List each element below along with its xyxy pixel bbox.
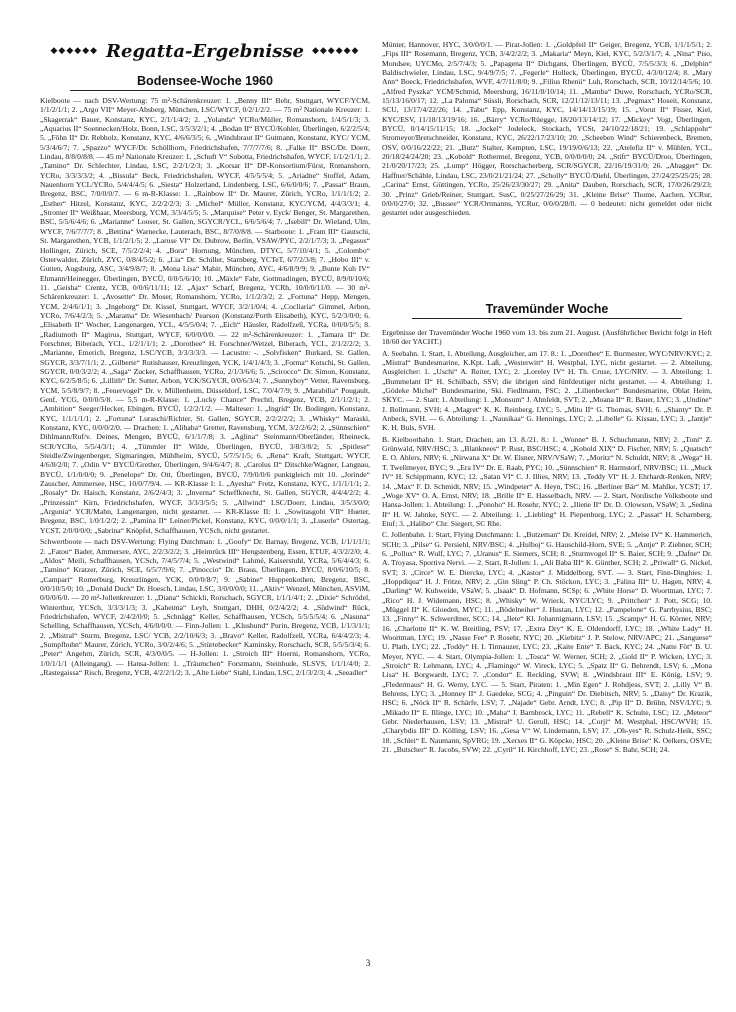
seebahn-results: A. Seebahn. 1. Start, 1. Abteilung, Ausgleicher, am 17. 8.: 1. „Dorothee“ E. Burmester, WYC/NRV/KYC; 2. „Mistral“ Bundesmarine, K.Kpt. Laß, „Westerwitt“ H. Westphal, LYC, nicht gestartet. — 2. Abteilung, Ausgleicher: 1. „Uschi“ A. Reiter, LYC; 2. „Loreley IV“ H. Th. Cruse, LYC/NRV. — 3. Abteilung: 1. „Bummelant II“ H. Schilbach, SSV; die übrigen sind fünfdeutiger nicht gestartet. — 4. Abteilung: 1. „Gödeke Michel“ Bundesmarine, Ski. Fiedlmann, FSC; 2. „Lilienbecker“ Bundesmarine, Oblat Heim, SKYC. — 2. Start: 1. Abteilung: 1. „Monsum“ J. Ahnfeldt, SVT; 2. „Moana II“ R. Bauer, LYC; 3. „Undine“ J. Bollmann, SVH; 4. „Magret“ K. K. Reinberg, LYC; 5. „Mitu II“ G. Thomas, SVH; 6. „Shanty“ Dr. P. Anbeck, SVH. — 6. Abteilung: 1. „Nausikaa“ G. Hennings, LYC; 2. „Libelle“ G. Kissau, LYC; 3. „Jantje“ K. H. Buls, SVH.	[382, 348, 712, 433]
bodensee-heading-block	[40, 74, 370, 97]
heading-rule	[412, 318, 682, 319]
masthead-title: Regatta-Ergebnisse	[106, 40, 304, 62]
heading-rule	[70, 90, 340, 91]
left-column	[40, 96, 370, 677]
kielboote-results: Kielboote — nach DSV-Wertung: 75 m²-Schärenkreuzer: 1. „Benny III“ Behr, Stuttgart, WYCF/YCM, 1/1/2/1/1; 2. „Argo VII“ Meyer-Absberg, München, LSC/WYCF, 0/2/1/2/2. — 75 m² Nationale Kreuzer: 1. „Skagerrak“ Bauer, Konstanz, KYC, 2/1/1/4/2; 2. „Yolanda“ YCRo/Müller, Romanshorn, 1/4/5/1/3; 3. „Aquarius II“ Soennecken/Holz, Bonn, LSC, 3/5/3/2/1; 4. „Bodan II“ BYCÜ/Kohler, Überlingen, 6/2/2/5/4; 5. „Föhn II“ Dr. Rebholz, Konstanz, KYC, 4/6/6/3/5; 6. „Windsbraut II“ Gutmann, Konstanz, KYC/ YCM, 5/3/4/6/7; 7. „Spazzo“ WYCF/Dr. Schöllhorn, Friedrichshafen, 7/7/7/7/6; 8. „Falke II“ BSC/Dr. Doerr, Lindau, 8/8/0/8/8. — 45 m² Nationale Kreuzer: 1. „Schuft V“ Sobotta, Friedrichshafen, WYCF, 1/1/2/1/1; 2. „Tamino“ Dr. Schlechter, Lindau, LSC, 2/2/1/2/3; 3. „Korsar II“ DP-Konsortium/Fürst, Romanshorn, YCRo, 3/3/3/3/2; 4. „Bissula“ Beck, Friedrichshafen, WYCF, 4/5/5/5/4; 5. „Ariadne“ Stoffel, Adam, Nauenhorn YCL/YCRo, 5/4/4/4/5; 6. „Siesta“ Holzerland, Lindenberg, LSC, 6/6/0/0/6; 7. „Passat“ Braun, Bregenz, BSC, 7/0/0/0/7. — 6 m-R-Klasse: 1. „Rainbow II“ Dr. Maurer, Zürich, YCRo, 1/1/1/1/2; 2. „Esther“ Hitzel, Konstanz, KYC, 2/2/2/2/3; 3. „Michel“ Müller, Konstanz, KYC/YCM, 4/4/3/3/1; 4. „Stromer II“ Weißhaar, Meersburg, YCM, 3/3/4/5/5; 5. „Marquise“ Peter v. Eyck/ Benger, St. Margarethen, BSC, 5/5/6/4/6; 6. „Marianne“ Looser, St. Gallen, SGYCR/YCL, 6/6/5/6/4; 7. „Isebill“ Dr. Wieland, Ulm, WYCF, 7/6/7/7/7; 8. „Bettina“ Warnecke, Lauterach, BSC, 8/7/0/8/8. — Starboote: 1. „Fram III“ Gautschi, St. Margarethen, YCB, 1/1/2/1/5; 2. „Laruse VI“ Dr. Dubrow, Berlin, VSAW/PYC, 2/2/1/7/3; 3. „Pegasus“ Hollinger, Zürich, SCE, 7/5/2/2/4; 4. „Bora“ Hornung, München, DTYC, 5/7/10/4/1; 5. „Colombo“ Osterwalder, Zürich, ZYC, 0/8/4/5/2; 6. „Lia“ Dr. Schiller, Starnberg, YCTeT, 6/7/2/3/8; 7. „Hobo III“ v. Gutten, Augsburg, ASC, 3/4/9/8/7; 8. „Mona Lisa“ Mahir, München, AYC, 4/6/8/9/9; 9. „Bunte Kuh IV“ Ehmann/Heinegger, Überlingen, BYCÜ, 0/0/5/6/10; 10. „Mäxle“ Fahr, Gottmadingen, BYCÜ, 8/9/0/10/6; 11. „Geisha“ Crentz, YCB, 0/0/6/11/11; 12. „Ajax“ Scharf, Bregenz, YCRh, 10/0/0/11/0. — 30 m²-Schärenkreuzer: 1. „Avosette“ Dr. Moser, Romanshorn, YCRo, 1/1/2/3/2; 2. „Fortuna“ Hepp, Mengen, YCM, 2/4/6/1/1; 3. „Ingeborg“ Dr. Kissel, Stuttgart, WYCF, 3/2/1/0/4; 4. „Cocliaria“ Gimmel, Arbon, YCRo, 7/6/4/2/3; 5. „Marama“ Dr. Wiesenbach/ Pearson (Konstanz/Porth Elisabeth), KYC, 5/2/3/0/0; 6. „Elisabeth II“ Wocher, Langenargen, YCL, 4/5/5/0/4; 7. „Eich“ Häusler, Radolfzell, YCRa, 0/0/0/5/5; 8. „Radiumoth II“ Magirus, Stuttgart, WYCF, 6/0/0/0/0. — 22 m²-Schärenkreuzer: 1. „Tamara II“ Dr. Forschner, Biberach, YCL, 1/2/1/1/1; 2. „Dorothee“ H. Forschner/Wetzel, Biberach, YCL, 2/1/2/2/2; 3. „Marianne, Emerich, Bregenz, LSC/YCB, 3/3/3/3/3. — Lacustre: -. „Solvfisken“ Burkard, St. Gallen, SGYCR, 3/3/7/1/1; 2. „Gilberte“ Rutishauser, Kreuzlingen, YCK, 1/4/1/4/3; 3. „Forma“ Kotschi, St. Gallen, SGYCR, 0/0/3/2/2; 4. „Saga“ Zucker, Schaffhausen, YCRo, 2/1/3/6/6; 5. „Scirocco“ Dr. Simon, Konstanz, KYC, 6/2/5/8/5; 6. „Lillith“ Dr. Sutter, Arbon, YCK/SGYCR, 0/0/6/3/4; 7. „Sunnyboy“ Vetter, Ravensburg, YCM, 5/5/8/9/7; 8. „Feuervogel“ Dr. v. Müllenheim, Düsseldorf, LSC, 7/0/4/7/9; 9. „Marabilia“ Pougault, Genf, YCG, 0/0/0/5/8. — 5,5 m-R-Klasse: 1. „Lucky Chance“ Prechtl, Bregenz, YCB, 2/1/1/2/1; 2. „Ambition“ Seeger/Hecker, Ebingen, BYCÜ, 1/2/2/1/2. — Malteser: 1. „Ingrid“ Dr. Bodingen, Konstanz, KYC, 1/1/1/1/1; 2. „Fortuna“ Luraschi/Richter, St. Gallen, SGYCR, 2/2/2/2/2; 3. „Whisky“ Maraski, Konstanz, KYC, 0/0/0/2/0. — Drachen: 1. „Alibaba“ Gretter, Ravensburg, YCM, 3/2/2/6/2; 2. „Sünnschien“ Dihlmann/Ruf/v. Deines, Mengen, BYCÜ, 6/1/1/7/8; 3. „Aglina“ Steinmann/Oberländer, Rheineck, SCR/YCRo, 5/5/4/3/1; 4. „Tümmler II“ Wilde, Überlingen, BYCÜ, 3/8/3/8/2; 5. „Spitlese“ Steidle/Zwingenberger, Sigmaringen, Mühlheim, SYCÜ, 5/7/5/1/5; 6. „Rena“ Kraft, Stuttgart, WYCF, 4/6/8/2/0; 7. „Odin V“ BYCÜ/Grether, Überlingen, 9/4/6/4/7; 8. „Carolus II“ Ditschke/Wagner, Langnau, BYCÜ, 1/1/0/0/0; 9. „Penelope“ Dr. Ott, Überlingen, BYCÜ, 7/9/0/0/6 punktgleich mit 10. „Jorinde“ Zauscher, Ammersee, HSC, 10/0/7/9/4. — KR-Klasse I: 1. „Ayesha“ Fretz, Konstanz, KYC, 1/1/1/1/1; 2. „Rosaly“ Dr. Haisch, Konstanz, 2/6/2/4/3; 3. „Inverna“ Scheffknecht, St. Gallen, SGYCR, 4/4/4/2/2; 4. „Prinzessin“ Kirn, Friedrichshafen, WYCF, 3/3/3/5/5; 5. „Allwind“ LSC/Doerr, Lindau, 3/5/3/0/0; „Argunia“ YCR/Mahn, Langenargen, nicht gestartet. — KR-Klasse II: 1. „Sowitasgoht VII“ Hueter, Bregenz, BSC, 1/0/1/2/2; 2. „Pamina II“ Leiner/Pickel, Konstanz, KYC, 0/0/0/1/1; 3. „Luserle“ Ostertag, YCST, 2/0/0/0/0; „Sabrina“ Knöpfel, Schaffhausen, YCSch, nicht gestartet.	[40, 96, 370, 535]
travemuende-heading: Travemünder Woche	[485, 302, 609, 316]
page-number: 3	[365, 958, 371, 968]
bodensee-heading: Bodensee-Woche 1960	[137, 74, 273, 88]
pirat-jollen-results: Münter, Hannover, HYC, 3/0/0/0/1. — Pirat-Jollen: 1. „Goldpfeil II“ Geiger, Bregenz, YCB, 1/1/1/5/1; 2. „Fips III“ Rosemann, Bregenz, YCB, 3/4/2/2/2; 3. „Makaria“ Meyn, Kiel, KYC, 5/2/3/1/7; 4. „Nina“ Piso, Mondsee, UYCMo, 2/5/7/4/3; 5. „Papagena II“ Dichgans, Überlingen, BYCÜ, 7/5/5/3/3; 6. „Delphin“ Baldischwieler, Lindau, LSC, 9/4/9/7/5; 7. „Fegerle“ Holleck, Überlingen, BYCÜ, 4/3/0/12/4; 8. „Mary Ann“ Boeck, Friedrichshafen, WVF, 4/7/11/8/0; 9. „Filius Rhenii“ Luh, Rorschach, SCR, 10/12/14/5/6; 10. „Alfred Pyszka“ YCM/Schmid, Meersburg, 16/11/8/10/14; 11. „Mamba“ Duwe, Rorschach, YCRo/SCR, 15/13/16/0/17; 12. „La Paloma“ Süssli, Rorschach, SCR, 12/21/12/13/11; 13. „Pegmax“ Hoseit, Konstanz, SCU, 13/17/4/22/26; 14. „Tabu“ Epp, Konstanz, KYC, 14/14/13/15/19; 15. „Vorut II“ Fisser, Kiel, KYC/ESV, 11/18/13/19/16; 16. „Bärry“ YCRo/Rüegge, 18/20/13/14/12; 17. „Mickey“ Vogt, Überlingen, BYCÜ, 0/14/15/11/15; 18. „Jockel“ Jodeleck, Stockach, YCSt, 24/10/22/18/21; 19. „Schlappohr“ Stromeyer/Bretschneider, Konstanz, KYC, 26/22/17/23/10; 20. „Scheeben Wind“ Schierenbeck, Bremen, OSV, 0/0/16/22/22; 21. „Butz“ Stalter, Kempten, LSC, 19/19/0/6/13; 22. „Atelefiz II“ v. Mühlen, YCL, 20/18/24/24/20; 23. „Kobold“ Rothermel, Bregenz, YCB, 0/0/0/0/0; 24. „Stift“ BYCÜ/Droo, Überlingen, 21/0/20/17/23; 25. „Lump“ Högger, Rorschacherberg, SCR/SGYCR, 22/16/19/31/0; 26. „Abagger“ Dr. Haffner/Schäble, Lindau, LSC, 23/0/21/21/24; 27. „Scholly“ BYCÜ/Diehl, Überlingen, 27/24/25/25/25; 28. „Carina“ Ernst, Güttingen, YCRo, 25/26/23/30/27; 29. „Anita“ Dauben, Rorschach, SCR, 17/0/26/29/23; 30. „Prinz“ Grieb/Reiner, Stuttgart, SusC, 0/25/27/26/29; 31. „Kleine Brise“ Thome, Aachen, YCRur, 0/0/0/27/0; 32. „Bussee“ YCR/Ortmanns, YCRur, 0/0/0/28/0. — 0 bedeutet: nicht gemeldet oder nicht gestartet oder ausgeschieden.	[382, 40, 712, 218]
ornament-diamonds-left: ◆◆◆◆◆◆	[50, 46, 99, 56]
schwertboote-results: Schwertboote — nach DSV-Wertung: Flying Dutchman: 1. „Goofy“ Dr. Barnay, Bregenz, YCB, 1/1/1/1/1; 2. „Fatou“ Bader, Ammersee, AYC, 2/2/3/2/2; 3. „Heimrück III“ Hengstenberg, Essen, ETUF, 4/3/2/2/0; 4. „Aldos“ Meili, Schaffhausen, YCSch, 7/4/5/7/4; 5. „Westwind“ Lahmé, Kaiserstuhl, YCRa, 5/6/4/4/3; 6. „Tamino“ Kratzer, Zürich, SCE, 6/5/7/9/6; 7. „Pinoccio“ Dr. Braus, Überlingen, BYCÜ, 8/0/6/10/5; 8. „Campari“ Romerburg, Kreuzlingen, YCK, 0/0/0/8/7; 9. „Sabine“ Huppenkothen, Bregenz, BSC, 0/0/10/5/0; 10. „Donald Duck“ Dr. Hoesch, Lindau, LSC, 3/0/0/0/0; 11. „Aktiv“ Wenzel, München, ASViM, 0/0/0/6/0. — 20 m²-Jollenkreuzer: 1. „Diana“ Schickli, Rorschach, SGYCR, 1/1/1/4/1; 2. „Dixie“ Schrödel, Winterthur, YCSch, 3/3/3/1/3; 3. „Kaheima“ Leyh, Stuttgart, DHH, 0/2/4/2/2; 4. „Südwind“ Rück, Friedrichshafen, WYCF, 2/4/2/0/0; 5. „Schnägg“ Keller, Schaffhausen, YCSch, 5/5/5/5/4; 6. „Nasuna“ Schelling, Schaffhausen, YCSch, 4/6/0/0/0. — Finn-Jollen: 1. „Klushund“ Purin, Bregenz, YCB, 1/1/3/1/1; 2. „Mistral“ Sturm, Bregenz, LSC/ YCB, 2/2/10/6/3; 3. „Bravo“ Keller, Radolfzell, YCRa, 6/4/4/2/3; 4. „Sumpfhuhn“ Maurer, Zürich, YCRo, 3/0/2/4/6; 5. „Stürtebecker“ Kaminsky, Rorschach, SCR, 5/5/5/3/4; 6. „Peter“ Angehrn, Zürich, SCR, 4/3/0/0/5. — H-Jollen: 1. „Stroich III“ Hoerni, Romanshorn, YCRo, 1/0/1/1/1 (Alleingang). — Hansa-Jollen: 1. „Träumchen“ Forstmann, Steinhude, SLSVS, 1/1/1/4/0; 2. „Rastegaissa“ Risch, Bregenz, YCB, 4/2/2/1/2; 3. „Alte Liebe“ Stahl, Lindau, LSC, 2/1/3/2/3; 4. „Seeadler“	[40, 537, 370, 677]
jollenbahn-results: C. Jollenbahn. 1. Start, Flying Dutchmann: 1. „Butzeman“ Dr. Kreidel, NRV; 2. „Meise IV“ K. Hammerich, SCHt; 3. „Pilse“ G. Persiehl, NRV/BSC; 4. „Hulboj“ G. Hauschild-Horn, SVE; 5. „Antje“ P. Ziebner, SCH; 6. „Pollux“ R. Wulf, LYC; 7. „Uranus“ E. Siemers, SCH; 8. „Sturmvogel II“ S. Baier, SCH; 9. „Dafne“ Dr. A. Troyasa, Sportiva Nervi. — 2. Start, R-Jollen: 1. „Ali Baba III“ K. Günther, SCH; 2. „Priwall“ G. Nickel, SVT; 3. „Circe“ W. E. Diercke, LYC; 4. „Kastor“ J. Middelborg, SVT. — 3. Start, Finn-Dinghies: 1. „Hoppdiqua“ H. J. Fritze, NRV; 2. „Gin Sling“ P. Ch. Stöckon, LYC; 3. „Falina III“ U. Hagen, NRV; 4. „Darling“ W. Kuhweide, VSaW; 5. „Isaak“ D. Hofmann, SCSp; 6. „White Horse“ D. Woortman, LYC; 7. „Rico“ H. J. Widemann, HSC; 8. „Whisky“ W. Wrieck, NYC/LYC; 9. „Prittchen“ J. Pott, SCG; 10. „Müggel II“ K. Gloeden, MYC; 11. „Bödelneiher“ J. Hustan, LYC; 12. „Pampelone“ G. Parrhysius, BSC; 13. „Finny“ K. Schwerdtner, SCC; 14. „Ilete“ Kl. Johannigmann, LSV; 15. „Scampy“ H. G. Körner, NRV; 16. „Charlotte II“ K. W. Breitling, PSV; 17. „Extra Dry“ K. E. Oldendorff, LYC; 18. „White Lady“ H. Woortman, LYC; 19. „Nasse Fee“ P. Rosehr, NYC; 20. „Kiebitz“ J. P. Stelow, NRV/APC; 21. „Sanguese“ U. Plath, LYC; 22. „Toddy“ H. I. Tinnauzer, LYC; 23. „Kaite Ente“ T. Back, KYC; 24. „Natte Föt“ B. U. Meyer, NYC. — 4. Start, Olympia-Jollen: 1. „Tosca“ W. Werner, SCH; 2. „Gold II“ P. Wicken, LYC; 3. „Stroich“ R. Lehmann, LYC; 4. „Flamingo“ W. Vireck, LYC; 5. „Spatz II“ G. Behrendt, LSV; 6. „Mona Lisa“ H. Borgwardt, LYC; 7. „Condor“ E. Reckling, SVW; 8. „Windsbraut III“ E. König, LSV; 9. „Fledermaus“ H. G. Werny, LYC. — 5. Start, Piraten: 1. „Min Egen“ J. Rohdjess, SVT; 2. „Lilly V“ B. Behrens, LYC; 3. „Honney II“ J. Gaedeke, SCG; 4. „Pinguin“ Dr. Diebitsch, NRV; 5. „Daisy“ Dr. Krazik, HSC; 6. „Nöck II“ R. Schärfe, LSV; 7. „Najade“ Gebr. Arndt, LYC; 8. „Pip II“ D. Brühn, NSV/LYC; 9. „Mikado II“ E. Illinge, LYC; 10. „Maha“ J. Barnbrock, LYC; 11. „Rebell“ K. Schulte, LSC; 12. „Meteor“ Gebr. Niederhausen, LSV; 13. „Mistral“ U. Gerull, HSC; 14. „Corji“ M. Westphal, HSC/WVH; 15. „Charybdis III“ D. Kölling, LSV; 16. „Gesa V“ W. Lindemann, LSV; 17. „Oh-yes“ R. Schulz-Heik, SSC; 18. „Schlei“ E. Naumann, SpVRG; 19. „Xerxes II“ G. Köpcke, HSC; 20. „Kleine Brise“ K. Oelkers, OSVE; 21. „Butscher“ R. Jacobs, SVW; 22. „Cyril“ H. Kirchhoff, LYC; 23. „Rose“ S. Bahr, SCH; 24.	[382, 530, 712, 755]
right-column-top	[382, 40, 712, 218]
masthead	[40, 40, 370, 62]
travemuende-intro: Ergebnisse der Travemünder Woche 1960 vom 13. bis zum 21. August. (Ausführlicher Bericht folgt in Heft 18/60 der YACHT.)	[382, 328, 712, 347]
kielbootbahn-results: B. Kielbootbahn. 1. Start, Drachen, am 13. 8./21. 8.: 1. „Wonne“ B. J. Schuchmann, NRV; 2. „Toni“ Z. Grünwald, NRV/HSC; 3. „Blanknees“ P. Rust, BSC/HSC; 4. „Kobold XIX“ D. Fischer, NRV; 5. „Quatsch“ E. O. Ahlers, NRV; 6. „Nirwana X“ Dr. W. Elsner, NRV/VSaW; 7. „Moritz“ N. Schuldt, NRV; 8. „Wega“ H. T. Twellmeyer, BYC; 9. „Era IV“ Dr. E. Raab, PYC; 10. „Sünnschien“ R. Harmstorf, NRV/BSC; 11. „Muck IV“ H. Schippmann, KYC; 12. „Satan VI“ C. J. Illies, NRV; 13. „Teddy VI“ H. J. Ehrhardt-Renken, NRV; 14. „Max“ F. D. Schmidt, NRV; 15. „Windpeter“ A. Heyn, TSC; 16. „Berliner Bär“ M. Mahlke, YCST; 17. „Woge XV“ O. A. Ernst, NRV; 18. „Brille II“ E. Hasselbach, NRV. — 2. Start, Nordische Volksboote und Hansa-Jollen: 1. Abteilung: 1. „Ponoho“ H. Rosehr, NYC; 2. „Iliene II“ Dr. D. Olowson, VSaW; 3. „Sedina II“ H. W. Jahnke, StYC. — 2. Abteilung: 1. „Liebling“ H. Piepenburg, LYC; 2. „Passat“ H. Scharnberg, Etuf; 3. „Halibo“ Chr. Siegert, SC Rhe.	[382, 434, 712, 528]
ornament-diamonds-right: ◆◆◆◆◆◆	[311, 46, 360, 56]
right-column	[382, 328, 712, 754]
travemuende-heading-block	[382, 302, 712, 325]
